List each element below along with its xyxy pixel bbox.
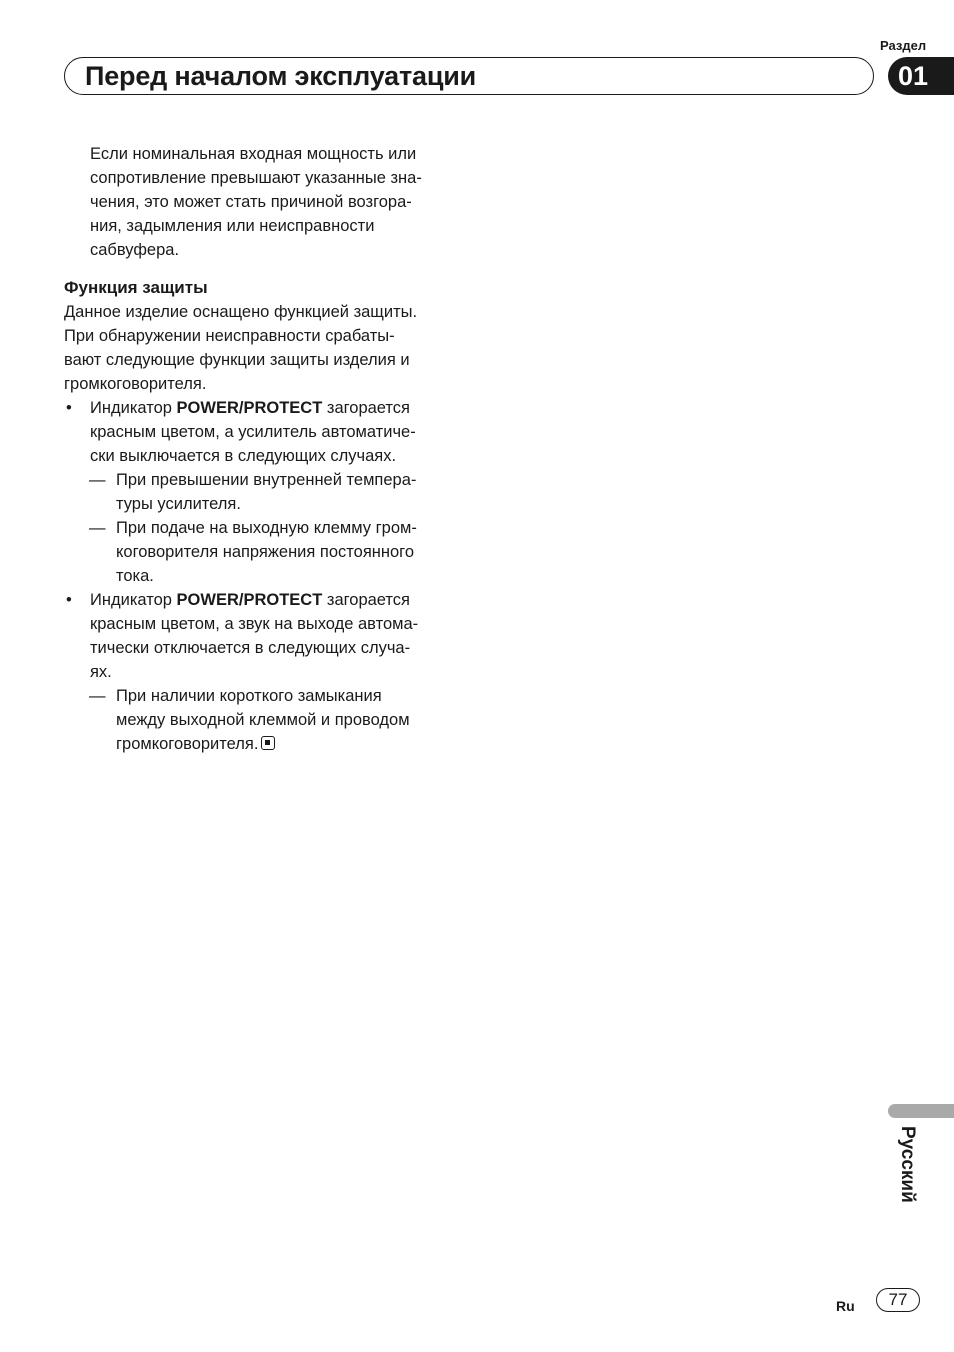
section-heading: Функция защиты — [64, 278, 208, 297]
section-label: Раздел — [880, 38, 927, 53]
text-span: загорается — [322, 591, 410, 609]
text-line: чения, это может стать причиной возгора- — [90, 193, 412, 211]
text-line — [90, 588, 464, 612]
text-line: сопротивление превышают указанные зна- — [90, 169, 422, 187]
text-line — [116, 732, 464, 756]
dash-marker: — — [89, 519, 106, 537]
bullet-item-1 — [64, 396, 464, 468]
bullet-marker: • — [66, 591, 72, 609]
text-line: При обнаружении неисправности срабаты- — [64, 327, 395, 345]
text-line: При подаче на выходную клемму гром- — [116, 519, 417, 537]
dash-item-2-1 — [64, 684, 464, 756]
page-title: Перед началом эксплуатации — [85, 61, 477, 91]
page-number: 77 — [876, 1288, 920, 1312]
text-line: красным цветом, а усилитель автоматиче- — [90, 423, 416, 441]
text-line: ях. — [90, 663, 112, 681]
text-line: между выходной клеммой и проводом — [116, 711, 410, 729]
dash-marker: — — [89, 687, 106, 705]
language-tab — [888, 1104, 954, 1118]
section-number-badge: 01 — [888, 57, 954, 95]
text-span: загорается — [322, 399, 410, 417]
end-of-section-icon — [261, 736, 275, 750]
protection-paragraph — [64, 300, 464, 396]
text-line — [90, 396, 464, 420]
text-line: вают следующие функции защиты изделия и — [64, 351, 410, 369]
footer-language-code: Ru — [836, 1298, 855, 1314]
main-content — [64, 142, 464, 756]
text-line: При превышении внутренней темпера- — [116, 471, 417, 489]
text-line: туры усилителя. — [116, 495, 241, 513]
text-line: тически отключается в следующих случа- — [90, 639, 411, 657]
text-span: Индикатор — [90, 591, 177, 609]
text-line: ния, задымления или неисправности — [90, 217, 375, 235]
intro-paragraph — [64, 142, 464, 262]
text-line: коговорителя напряжения постоянного — [116, 543, 414, 561]
text-line: Данное изделие оснащено функцией защиты. — [64, 303, 418, 321]
text-line: громкоговорителя. — [64, 375, 207, 393]
text-line: ски выключается в следующих случаях. — [90, 447, 397, 465]
bullet-marker: • — [66, 399, 72, 417]
text-line: При наличии короткого замыкания — [116, 687, 382, 705]
indicator-name: POWER/PROTECT — [176, 399, 323, 417]
text-span: громкоговорителя. — [116, 735, 259, 753]
title-bar — [64, 57, 874, 95]
indicator-name: POWER/PROTECT — [176, 591, 323, 609]
language-label: Русский — [897, 1126, 918, 1203]
text-line: Если номинальная входная мощность или — [90, 145, 417, 163]
dash-marker: — — [89, 471, 106, 489]
dash-item-1-1 — [64, 468, 464, 516]
dash-item-1-2 — [64, 516, 464, 588]
text-line: сабвуфера. — [90, 241, 180, 259]
text-line: красным цветом, а звук на выходе автома- — [90, 615, 419, 633]
text-span: Индикатор — [90, 399, 177, 417]
bullet-item-2 — [64, 588, 464, 684]
text-line: тока. — [116, 567, 154, 585]
